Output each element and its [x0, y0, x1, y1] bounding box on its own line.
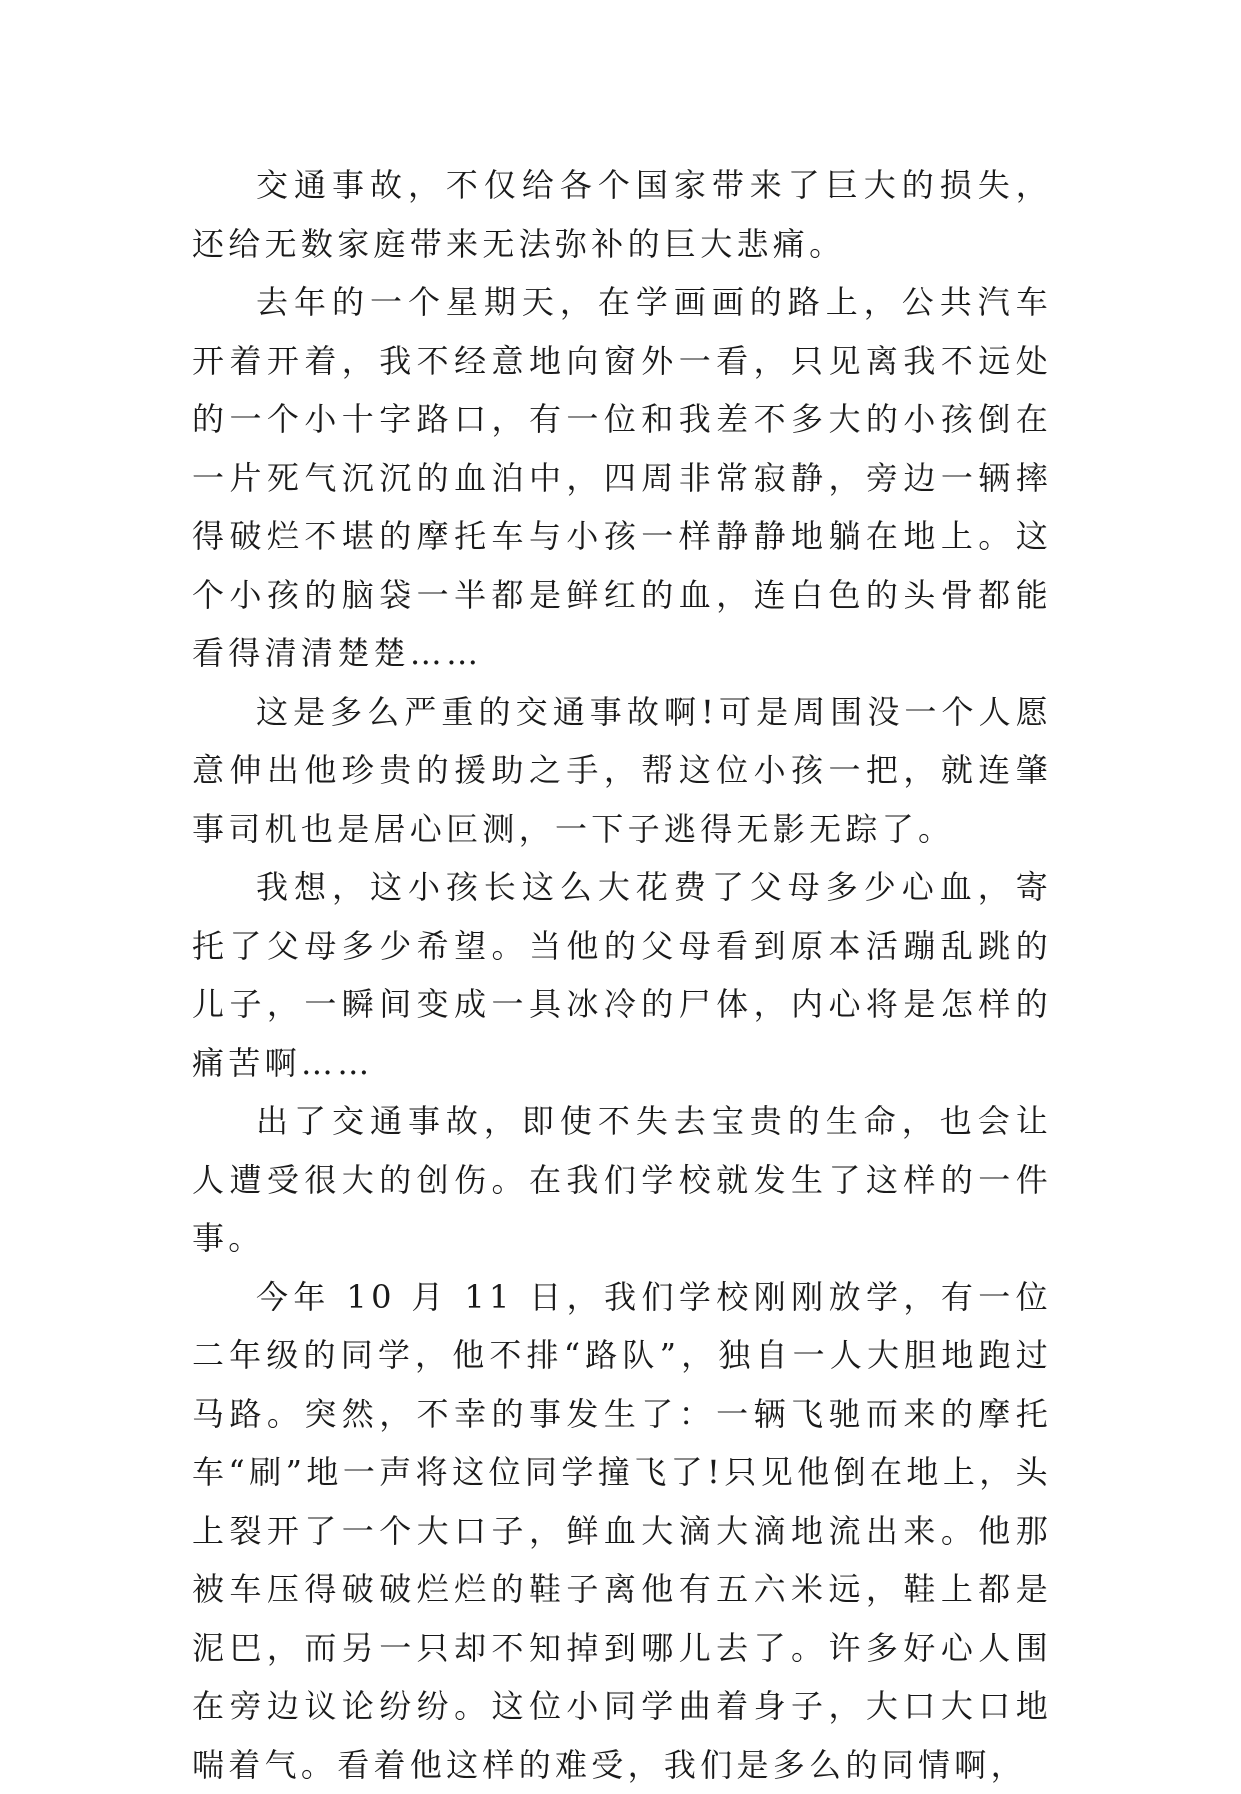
paragraph-2: 去年的一个星期天，在学画画的路上，公共汽车开着开着，我不经意地向窗外一看，只见离我不远处的一个小十字路口，有一位和我差不多大的小孩倒在一片死气沉沉的血泊中，四周非常寂静，旁边一辆摔得破烂不堪的摩托车与小孩一样静静地躺在地上。这个小孩的脑袋一半都是鲜红的血，连白色的头骨都能看得清清楚楚……: [192, 273, 1052, 683]
document-body: [192, 156, 1052, 1794]
paragraph-5: 出了交通事故，即使不失去宝贵的生命，也会让人遭受很大的创伤。在我们学校就发生了这样的一件事。: [192, 1092, 1052, 1268]
paragraph-4: 我想，这小孩长这么大花费了父母多少心血，寄托了父母多少希望。当他的父母看到原本活蹦乱跳的儿子，一瞬间变成一具冰冷的尸体，内心将是怎样的痛苦啊……: [192, 858, 1052, 1092]
paragraph-6: 今年 10 月 11 日，我们学校刚刚放学，有一位二年级的同学，他不排“路队”，独自一人大胆地跑过马路。突然，不幸的事发生了：一辆飞驰而来的摩托车“刷”地一声将这位同学撞飞了!只见他倒在地上，头上裂开了一个大口子，鲜血大滴大滴地流出来。他那被车压得破破烂烂的鞋子离他有五六米远，鞋上都是泥巴，而另一只却不知掉到哪儿去了。许多好心人围在旁边议论纷纷。这位小同学曲着身子，大口大口地喘着气。看着他这样的难受，我们是多么的同情啊，: [192, 1268, 1052, 1794]
paragraph-1: 交通事故，不仅给各个国家带来了巨大的损失，还给无数家庭带来无法弥补的巨大悲痛。: [192, 156, 1052, 273]
paragraph-3: 这是多么严重的交通事故啊!可是周围没一个人愿意伸出他珍贵的援助之手，帮这位小孩一把，就连肇事司机也是居心叵测，一下子逃得无影无踪了。: [192, 683, 1052, 859]
